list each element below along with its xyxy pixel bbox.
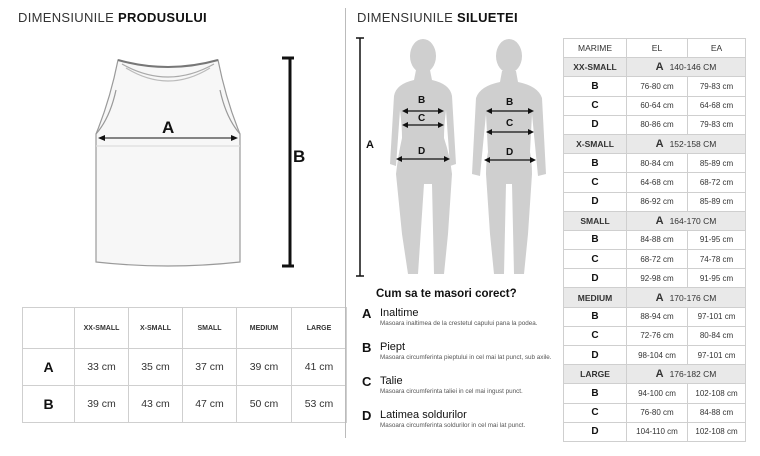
product-label-a: A (162, 118, 175, 137)
tank-top-illustration (80, 50, 320, 275)
size-chart-table: MARIME EL EA XX-SMALL A 140-146 CM B 76-80 cm 79-83 cm C 60-64 cm 64-68 cm D 80-86 cm 79-83 cm X-SMALL A 152-158 CM B 80-84 cm 85-89 cm C 64-68 cm 68-72 cm D 86-92 cm 85-89 cm SMALL A 164-170 CM B 84-88 cm 91-95 cm C 68-72 cm 74-78 cm D 92-98 cm 91-95 cm MEDIUM A 170-176 CM B 88-94 cm 97-101 cm C 72-76 cm 80-84 cm D 98-104 cm 97-101 cm LARGE A 176-182 CM B 94-100 cm 102-108 cm C 76-80 cm 84-88 cm D 104-110 cm 102-108 cm (563, 38, 746, 442)
female-label-b: B (418, 95, 426, 106)
size-name: SMALL (564, 211, 627, 230)
how-item-desc: Masoara circumferinta taliei in cel mai ingust punct. (380, 388, 523, 395)
male-label-c: C (506, 118, 514, 129)
size-name: XX-SMALL (564, 58, 627, 77)
product-cell: 41 cm (292, 349, 347, 386)
how-letter: A (362, 306, 372, 321)
product-row-label: A (23, 349, 75, 386)
section-divider (345, 8, 346, 438)
silhouette-dimensions-title: DIMENSIUNILE SILUETEI (357, 10, 518, 25)
product-cell: 39 cm (75, 386, 129, 423)
how-item-desc: Masoara circumferinta soldurilor in cel mai lat punct. (380, 422, 526, 429)
size-chart-header: EA (688, 39, 746, 58)
male-label-d: D (506, 147, 514, 158)
how-item-name: Inaltime (380, 307, 419, 319)
product-size-table (22, 307, 347, 423)
female-label-c: C (418, 113, 426, 124)
how-item-desc: Masoara inaltimea de la crestetul capului pana la podea. (380, 320, 538, 327)
product-col-header: SMALL (183, 308, 237, 349)
product-row-label: B (23, 386, 75, 423)
product-cell: 43 cm (129, 386, 183, 423)
size-chart-header: EL (627, 39, 688, 58)
product-cell: 53 cm (292, 386, 347, 423)
size-name: X-SMALL (564, 134, 627, 153)
how-item-name: Piept (380, 341, 406, 353)
size-group-header: MEDIUM A 170-176 CM (564, 288, 746, 307)
how-item-name: Latimea soldurilor (380, 409, 467, 421)
product-col-header: MEDIUM (237, 308, 292, 349)
silhouette-label-a: A (366, 139, 374, 151)
size-name: LARGE (564, 365, 627, 384)
male-label-b: B (506, 97, 514, 108)
how-letter: D (362, 408, 372, 423)
how-letter: B (362, 340, 372, 355)
silhouette-illustration (352, 34, 557, 280)
product-row-a (23, 349, 347, 386)
product-col-header: XX-SMALL (75, 308, 129, 349)
how-item-desc: Masoara circumferinta pieptului in cel mai lat punct, sub axile. (380, 354, 552, 361)
product-col-header: LARGE (292, 308, 347, 349)
product-cell: 50 cm (237, 386, 292, 423)
size-group-header: XX-SMALL A 140-146 CM (564, 58, 746, 77)
product-col-header: X-SMALL (129, 308, 183, 349)
product-cell: 33 cm (75, 349, 129, 386)
size-name: MEDIUM (564, 288, 627, 307)
how-letter: C (362, 374, 372, 389)
size-group-header: SMALL A 164-170 CM (564, 211, 746, 230)
product-row-b (23, 386, 347, 423)
product-label-b: B (293, 147, 306, 166)
product-cell: 35 cm (129, 349, 183, 386)
product-dimensions-title: DIMENSIUNILE PRODUSULUI (18, 10, 207, 25)
size-group-header: LARGE A 176-182 CM (564, 365, 746, 384)
product-cell: 37 cm (183, 349, 237, 386)
product-cell: 39 cm (237, 349, 292, 386)
product-cell: 47 cm (183, 386, 237, 423)
size-group-header: X-SMALL A 152-158 CM (564, 134, 746, 153)
female-label-d: D (418, 146, 426, 157)
how-item-name: Talie (380, 375, 403, 387)
size-chart-header: MARIME (564, 39, 627, 58)
how-to-measure-title: Cum sa te masori corect? (376, 288, 517, 300)
